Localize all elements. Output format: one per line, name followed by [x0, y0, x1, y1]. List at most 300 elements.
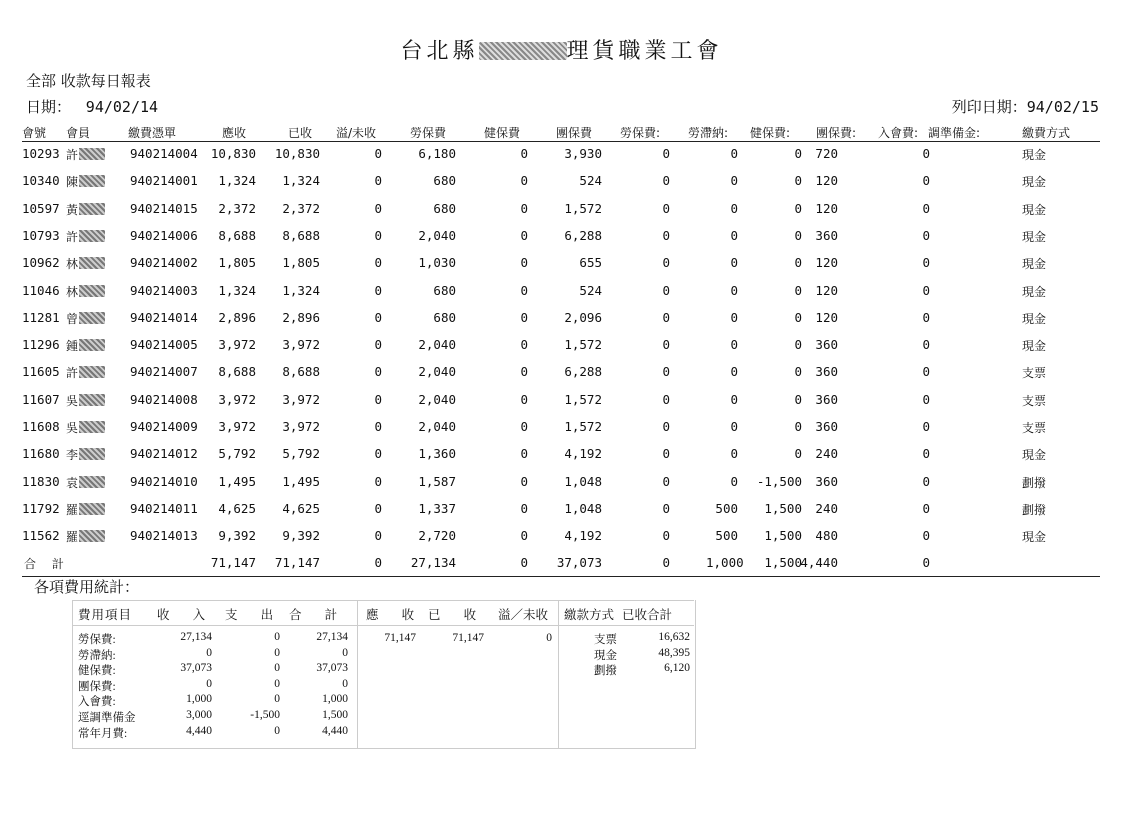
cell-name: [66, 364, 105, 381]
cell-health2: 0: [794, 146, 802, 161]
cell-health2: 0: [794, 446, 802, 462]
cell-health: 0: [520, 255, 528, 271]
summary-expense: 0: [274, 631, 280, 643]
summary-label: 入會費:: [78, 696, 116, 709]
column-header: 入會費:: [878, 126, 919, 140]
cell-group2: 120: [815, 200, 838, 216]
redacted-name: [79, 203, 105, 215]
redacted-name: [79, 312, 105, 324]
cell-due: 4,625: [218, 500, 256, 516]
cell-group2: 360: [815, 391, 838, 407]
column-header: 會號: [22, 126, 47, 140]
cell-method: 現金: [1022, 311, 1047, 326]
method-amount: 6,120: [664, 662, 690, 675]
cell-labor: 2,720: [418, 528, 456, 544]
cell-labor2: 0: [662, 200, 670, 216]
cell-health2: 0: [794, 391, 802, 407]
summary-income: 0: [206, 677, 212, 690]
summary-total: 4,440: [322, 724, 348, 737]
cell-join: 0: [922, 500, 930, 516]
cell-group2: 120: [815, 309, 838, 325]
cell-voucher: 940214002: [130, 255, 198, 271]
cell-labor: 2,040: [418, 227, 456, 243]
cell-join: 0: [922, 528, 930, 544]
cell-group2: 360: [815, 473, 838, 489]
cell-health2: 0: [794, 282, 802, 298]
cell-labor2: 0: [662, 528, 670, 544]
total-labor2: 0: [662, 555, 670, 570]
cell-labor: 1,337: [418, 500, 456, 516]
summary-due-value: 71,147: [384, 632, 416, 644]
cell-health: 0: [520, 419, 528, 434]
summary-sep-2: [558, 600, 559, 748]
cell-due: 3,972: [218, 391, 256, 407]
cell-name: [66, 146, 105, 163]
summary-total: 1,500: [322, 709, 348, 721]
summary-heading: 各項費用統計：: [34, 578, 140, 596]
cell-group: 1,048: [564, 500, 602, 516]
cell-voucher: 940214003: [130, 282, 198, 298]
cell-paid: 8,688: [282, 227, 320, 243]
total-diff: 0: [374, 555, 382, 570]
cell-labor2: 0: [662, 391, 670, 407]
header-divider: [22, 141, 1100, 142]
cell-labor: 2,040: [418, 364, 456, 380]
summary-expense: 0: [274, 646, 280, 659]
cell-no: 11281: [22, 309, 60, 325]
cell-labor2: 0: [662, 473, 670, 489]
cell-diff: 0: [374, 364, 382, 380]
cell-health2: -1,500: [756, 473, 802, 489]
summary-label: 勞保費:: [78, 634, 116, 646]
cell-due: 2,896: [218, 309, 256, 325]
cell-method: 現金: [1022, 530, 1047, 545]
title-prefix: 台北縣: [400, 39, 479, 64]
cell-group2: 120: [815, 173, 838, 189]
total-late: 1,000: [706, 555, 744, 570]
cell-health: 0: [520, 364, 528, 380]
cell-voucher: 940214009: [130, 419, 198, 434]
cell-join: 0: [922, 173, 930, 189]
cell-health2: 0: [794, 227, 802, 243]
cell-labor2: 0: [662, 146, 670, 161]
cell-join: 0: [922, 255, 930, 271]
cell-due: 1,495: [218, 473, 256, 489]
cell-paid: 9,392: [282, 528, 320, 544]
cell-method: 現金: [1022, 202, 1047, 217]
summary-col-due: 應 收: [366, 608, 425, 622]
redacted-name: [79, 476, 105, 488]
cell-no: 11792: [22, 500, 60, 516]
date-label: 日期：: [26, 98, 72, 116]
column-header: 勞滯納:: [688, 126, 729, 140]
cell-diff: 0: [374, 446, 382, 462]
summary-total: 27,134: [316, 631, 348, 643]
cell-no: 11605: [22, 364, 60, 380]
print-date: [952, 96, 1099, 117]
cell-group2: 480: [815, 528, 838, 544]
cell-late: 0: [730, 255, 738, 271]
cell-labor: 6,180: [418, 146, 456, 161]
summary-label: 健保費:: [78, 665, 116, 678]
member-surname: 袁: [66, 475, 79, 490]
summary-total: 0: [342, 646, 348, 659]
cell-voucher: 940214012: [130, 446, 198, 462]
summary-col-expense: 支 出: [225, 608, 284, 622]
method-amount: 16,632: [658, 631, 690, 643]
redacted-name: [79, 285, 105, 297]
cell-group: 3,930: [564, 146, 602, 161]
cell-paid: 3,972: [282, 391, 320, 407]
redacted-name: [79, 148, 105, 160]
cell-due: 1,324: [218, 282, 256, 298]
cell-labor: 680: [433, 173, 456, 189]
summary-label: 逕調準備金: [78, 712, 136, 724]
cell-paid: 2,896: [282, 309, 320, 325]
cell-health: 0: [520, 146, 528, 161]
cell-name: [66, 201, 105, 218]
cell-health2: 1,500: [764, 500, 802, 516]
report-title: [0, 34, 1123, 65]
summary-expense: -1,500: [250, 709, 280, 721]
summary-col-total: 合 計: [289, 608, 348, 622]
cell-no: 10793: [22, 227, 60, 243]
cell-due: 9,392: [218, 528, 256, 544]
summary-income: 1,000: [186, 693, 212, 706]
column-header: 溢/未收: [336, 126, 377, 140]
cell-join: 0: [922, 473, 930, 489]
cell-diff: 0: [374, 227, 382, 243]
cell-labor: 680: [433, 282, 456, 298]
cell-group: 655: [579, 255, 602, 271]
member-surname: 許: [66, 148, 79, 162]
report-date: [26, 96, 158, 117]
cell-labor2: 0: [662, 364, 670, 380]
redacted-name-block: [479, 42, 567, 60]
cell-no: 11607: [22, 391, 60, 407]
cell-diff: 0: [374, 146, 382, 161]
summary-total: 1,000: [322, 693, 348, 706]
cell-health: 0: [520, 200, 528, 216]
summary-expense: 0: [274, 677, 280, 690]
summary-expense: 0: [274, 724, 280, 737]
cell-labor2: 0: [662, 446, 670, 462]
summary-col-method: 繳款方式: [564, 608, 615, 622]
member-surname: 曾: [66, 311, 79, 326]
cell-group2: 360: [815, 227, 838, 243]
cell-no: 11046: [22, 282, 60, 298]
cell-labor2: 0: [662, 309, 670, 325]
member-surname: 吳: [66, 393, 79, 408]
cell-diff: 0: [374, 200, 382, 216]
column-header: 勞保費: [410, 126, 447, 140]
cell-labor2: 0: [662, 419, 670, 434]
redacted-name: [79, 175, 105, 187]
cell-method: 支票: [1022, 393, 1047, 408]
member-surname: 鍾: [66, 339, 79, 354]
cell-due: 2,372: [218, 200, 256, 216]
cell-diff: 0: [374, 528, 382, 544]
cell-no: 10962: [22, 255, 60, 271]
column-header: 繳費方式: [1022, 126, 1071, 140]
summary-income: 27,134: [180, 631, 212, 643]
cell-join: 0: [922, 146, 930, 161]
cell-diff: 0: [374, 173, 382, 189]
cell-paid: 1,805: [282, 255, 320, 271]
column-header: 團保費:: [816, 126, 857, 140]
cell-group2: 240: [815, 446, 838, 462]
total-join: 0: [922, 555, 930, 570]
method-label: 現金: [594, 649, 617, 662]
cell-name: [66, 283, 105, 300]
totals-divider: [22, 576, 1100, 577]
cell-join: 0: [922, 282, 930, 298]
summary-expense: 0: [274, 693, 280, 706]
cell-paid: 2,372: [282, 200, 320, 216]
member-surname: 林: [66, 284, 79, 299]
cell-name: [66, 392, 105, 409]
cell-paid: 3,972: [282, 337, 320, 353]
cell-paid: 3,972: [282, 419, 320, 434]
cell-method: 現金: [1022, 284, 1047, 299]
cell-no: 10293: [22, 146, 60, 161]
cell-group: 4,192: [564, 528, 602, 544]
cell-name: [66, 310, 105, 327]
summary-expense: 0: [274, 662, 280, 675]
cell-join: 0: [922, 391, 930, 407]
cell-voucher: 940214001: [130, 173, 198, 189]
cell-group: 1,572: [564, 337, 602, 353]
totals-label: 合 計: [24, 557, 70, 571]
cell-labor2: 0: [662, 255, 670, 271]
cell-late: 0: [730, 391, 738, 407]
cell-group: 524: [579, 282, 602, 298]
total-labor: 27,134: [410, 555, 456, 570]
cell-health2: 0: [794, 337, 802, 353]
cell-health2: 0: [794, 419, 802, 434]
print-date-value: 94/02/15: [1026, 98, 1099, 116]
cell-due: 10,830: [210, 146, 256, 161]
cell-health2: 1,500: [764, 528, 802, 544]
cell-name: [66, 528, 105, 545]
cell-late: 500: [715, 528, 738, 544]
cell-group: 524: [579, 173, 602, 189]
total-health2: 1,500: [764, 555, 802, 570]
cell-group2: 360: [815, 337, 838, 353]
redacted-name: [79, 421, 105, 433]
member-surname: 林: [66, 257, 79, 272]
member-surname: 陳: [66, 175, 79, 190]
cell-late: 0: [730, 146, 738, 161]
cell-late: 0: [730, 337, 738, 353]
cell-no: 11296: [22, 337, 60, 353]
total-paid: 71,147: [274, 555, 320, 570]
cell-due: 3,972: [218, 419, 256, 434]
cell-diff: 0: [374, 500, 382, 516]
cell-no: 10340: [22, 173, 60, 189]
cell-paid: 1,324: [282, 282, 320, 298]
cell-diff: 0: [374, 282, 382, 298]
redacted-name: [79, 448, 105, 460]
cell-late: 0: [730, 473, 738, 489]
cell-no: 11830: [22, 473, 60, 489]
cell-group2: 120: [815, 255, 838, 271]
cell-paid: 5,792: [282, 446, 320, 462]
cell-name: [66, 501, 105, 518]
summary-diff-value: 0: [546, 632, 552, 644]
summary-income: 3,000: [186, 709, 212, 721]
cell-diff: 0: [374, 309, 382, 325]
cell-method: 支票: [1022, 366, 1047, 381]
column-header: 繳費憑單: [128, 126, 177, 140]
cell-paid: 4,625: [282, 500, 320, 516]
summary-label: 勞滯納:: [78, 649, 116, 662]
cell-group: 2,096: [564, 309, 602, 325]
cell-paid: 10,830: [274, 146, 320, 161]
total-due: 71,147: [210, 555, 256, 570]
summary-label: 常年月費:: [78, 727, 128, 740]
cell-late: 0: [730, 282, 738, 298]
member-surname: 許: [66, 366, 79, 381]
summary-income: 4,440: [186, 724, 212, 737]
total-health: 0: [520, 555, 528, 570]
cell-due: 8,688: [218, 364, 256, 380]
cell-name: [66, 337, 105, 354]
column-header: 應收: [222, 126, 247, 140]
column-header: 健保費: [484, 126, 521, 140]
cell-paid: 1,495: [282, 473, 320, 489]
column-header: 勞保費:: [620, 126, 661, 140]
summary-sep-1: [357, 600, 358, 748]
column-header: 健保費:: [750, 126, 791, 140]
cell-group2: 720: [815, 146, 838, 161]
cell-group: 1,572: [564, 200, 602, 216]
redacted-name: [79, 339, 105, 351]
cell-group: 1,048: [564, 473, 602, 489]
cell-due: 5,792: [218, 446, 256, 462]
cell-group2: 360: [815, 364, 838, 380]
cell-labor: 1,360: [418, 446, 456, 462]
cell-voucher: 940214008: [130, 391, 198, 407]
cell-voucher: 940214004: [130, 146, 198, 161]
member-surname: 黃: [66, 202, 79, 217]
cell-method: 現金: [1022, 229, 1047, 244]
cell-group: 6,288: [564, 364, 602, 380]
cell-join: 0: [922, 227, 930, 243]
cell-late: 500: [715, 500, 738, 516]
cell-labor: 1,030: [418, 255, 456, 271]
cell-voucher: 940214010: [130, 473, 198, 489]
summary-income: 37,073: [180, 662, 212, 675]
total-group: 37,073: [556, 555, 602, 570]
cell-labor: 2,040: [418, 391, 456, 407]
cell-name: [66, 419, 105, 436]
column-header: 調準備金:: [928, 126, 981, 140]
cell-health: 0: [520, 391, 528, 407]
summary-header-line: [72, 625, 694, 626]
cell-join: 0: [922, 309, 930, 325]
cell-late: 0: [730, 419, 738, 434]
summary-received-value: 71,147: [452, 632, 484, 644]
cell-health: 0: [520, 309, 528, 325]
cell-group: 6,288: [564, 227, 602, 243]
cell-labor: 680: [433, 309, 456, 325]
cell-join: 0: [922, 337, 930, 353]
cell-labor: 680: [433, 200, 456, 216]
print-date-label: 列印日期：: [951, 98, 1027, 116]
cell-method: 現金: [1022, 148, 1047, 162]
cell-health: 0: [520, 528, 528, 544]
cell-diff: 0: [374, 391, 382, 407]
cell-method: 現金: [1022, 339, 1047, 354]
cell-join: 0: [922, 200, 930, 216]
cell-health: 0: [520, 446, 528, 462]
redacted-name: [79, 394, 105, 406]
cell-voucher: 940214007: [130, 364, 198, 380]
cell-voucher: 940214014: [130, 309, 198, 325]
cell-labor2: 0: [662, 173, 670, 189]
summary-col-received: 已 收: [428, 608, 487, 622]
cell-group2: 120: [815, 282, 838, 298]
cell-labor2: 0: [662, 227, 670, 243]
cell-health: 0: [520, 173, 528, 189]
cell-voucher: 940214006: [130, 227, 198, 243]
cell-no: 11608: [22, 419, 60, 434]
member-surname: 許: [66, 229, 79, 244]
cell-method: 現金: [1022, 448, 1047, 463]
summary-col-item: 費用項目: [78, 608, 133, 622]
summary-col-income: 收 入: [157, 608, 216, 622]
cell-group: 1,572: [564, 419, 602, 434]
date-value: 94/02/14: [85, 98, 159, 116]
cell-late: 0: [730, 200, 738, 216]
cell-paid: 1,324: [282, 173, 320, 189]
summary-top-line: [72, 600, 694, 601]
cell-name: [66, 446, 105, 463]
cell-no: 10597: [22, 200, 60, 216]
cell-health: 0: [520, 227, 528, 243]
cell-no: 11562: [22, 528, 60, 544]
cell-group2: 360: [815, 419, 838, 434]
summary-col-diff: 溢／未收: [498, 608, 549, 622]
cell-late: 0: [730, 364, 738, 380]
cell-due: 1,805: [218, 255, 256, 271]
summary-label: 團保費:: [78, 680, 116, 693]
cell-method: 支票: [1022, 421, 1047, 435]
method-label: 劃撥: [594, 665, 617, 678]
cell-voucher: 940214011: [130, 500, 198, 516]
cell-health: 0: [520, 473, 528, 489]
cell-labor: 2,040: [418, 419, 456, 434]
cell-name: [66, 173, 105, 190]
cell-health2: 0: [794, 255, 802, 271]
total-group2: 4,440: [800, 555, 838, 570]
redacted-name: [79, 257, 105, 269]
summary-total: 0: [342, 677, 348, 690]
cell-name: [66, 255, 105, 272]
cell-join: 0: [922, 364, 930, 380]
cell-health2: 0: [794, 364, 802, 380]
member-surname: 吳: [66, 421, 79, 435]
cell-health2: 0: [794, 173, 802, 189]
cell-late: 0: [730, 227, 738, 243]
cell-diff: 0: [374, 419, 382, 434]
cell-due: 8,688: [218, 227, 256, 243]
cell-join: 0: [922, 446, 930, 462]
cell-diff: 0: [374, 473, 382, 489]
cell-name: [66, 474, 105, 491]
member-surname: 羅: [66, 530, 79, 545]
